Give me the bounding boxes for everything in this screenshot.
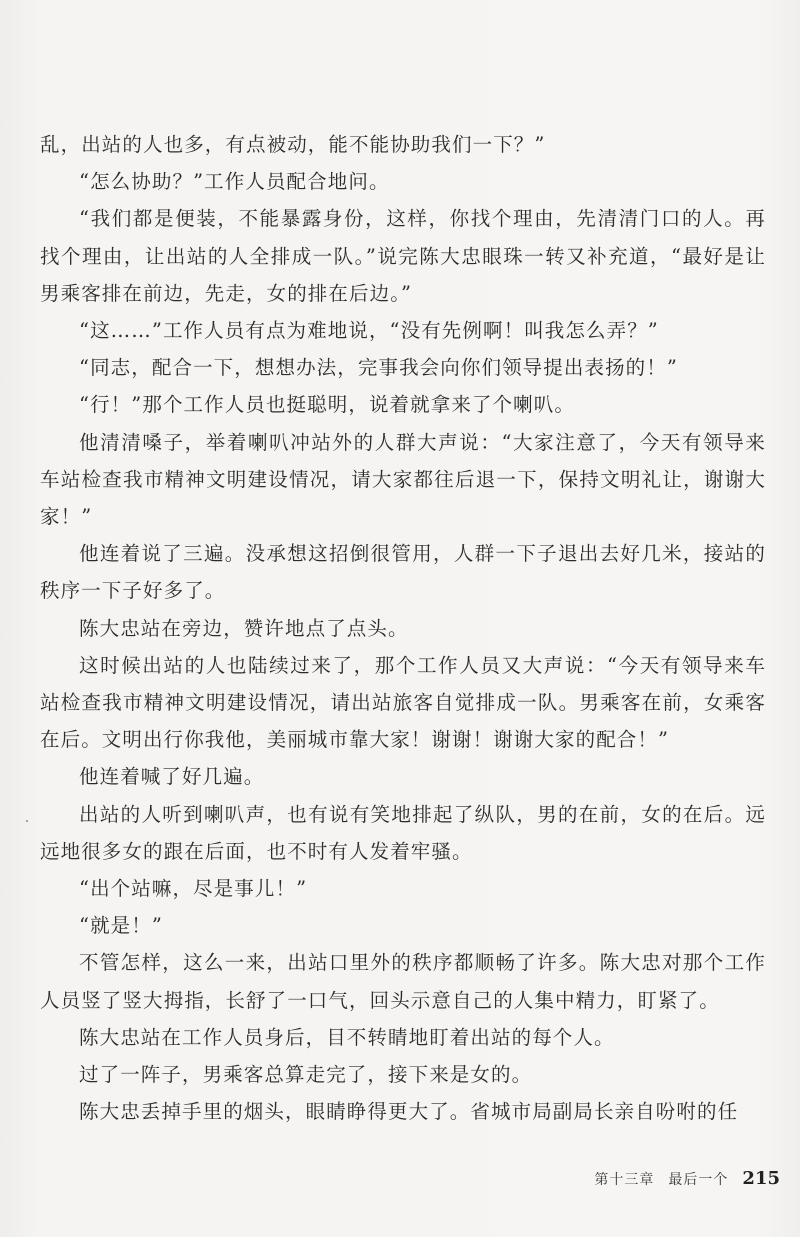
paragraph: “这……”工作人员有点为难地说，“没有先例啊！叫我怎么弄？” — [79, 319, 659, 343]
paragraph: “行！”那个工作人员也挺聪明，说着就拿来了个喇叭。 — [79, 393, 575, 417]
paragraph: 他连着说了三遍。没承想这招倒很管用，人群一下子退出去好几米，接站的秩序一下子好多了。 — [40, 542, 766, 603]
paragraph: 他清清嗓子，举着喇叭冲站外的人群大声说：“大家注意了，今天有领导来车站检查我市精神文明建设情况，请大家都往后退一下，保持文明礼让，谢谢大家！” — [40, 430, 766, 529]
paragraph: 这时候出站的人也陆续过来了，那个工作人员又大声说：“今天有领导来车站检查我市精神文明建设情况，请出站旅客自觉排成一队。男乘客在前，女乘客在后。文明出行你我他，美丽城市靠大家！谢谢！谢谢大家的配合！” — [40, 653, 766, 752]
paragraph: 出站的人听到喇叭声，也有说有笑地排起了纵队，男的在前，女的在后。远远地很多女的跟在后面，也不时有人发着牢骚。 — [40, 802, 766, 863]
paragraph: “同志，配合一下，想想办法，完事我会向你们领导提出表扬的！” — [79, 356, 678, 380]
paragraph: “怎么协助？”工作人员配合地问。 — [79, 170, 390, 194]
paragraph: 陈大忠站在工作人员身后，目不转睛地盯着出站的每个人。 — [79, 1025, 615, 1049]
paragraph: “出个站嘛，尽是事儿！” — [79, 877, 308, 901]
scan-speck — [26, 820, 28, 822]
footer-chapter: 第十三章 — [594, 1172, 655, 1188]
body-text — [40, 126, 766, 1130]
paragraph: “我们都是便装，不能暴露身份，这样，你找个理由，先清清门口的人。再找个理由，让出站的人全排成一队。”说完陈大忠眼珠一转又补充道，“最好是让男乘客排在前边，先走，女的排在后边。” — [40, 207, 766, 305]
paragraph: 陈大忠丢掉手里的烟头，眼睛睁得更大了。省城市局副局长亲自吩咐的任 — [79, 1100, 739, 1124]
page-number: 215 — [742, 1168, 780, 1189]
footer-chapter-title: 最后一个 — [668, 1172, 729, 1188]
paragraph: 过了一阵子，男乘客总算走完了，接下来是女的。 — [79, 1063, 533, 1087]
paragraph: “就是！” — [79, 914, 163, 938]
paragraph: 乱，出站的人也多，有点被动，能不能协助我们一下？” — [40, 133, 546, 156]
paragraph: 陈大忠站在旁边，赞许地点了点头。 — [79, 616, 409, 640]
page-footer — [594, 1168, 780, 1189]
paragraph: 他连着喊了好几遍。 — [79, 765, 265, 789]
paragraph: 不管怎样，这么一来，出站口里外的秩序都顺畅了许多。陈大忠对那个工作人员竖了竖大拇指，长舒了一口气，回头示意自己的人集中精力，盯紧了。 — [40, 951, 766, 1012]
